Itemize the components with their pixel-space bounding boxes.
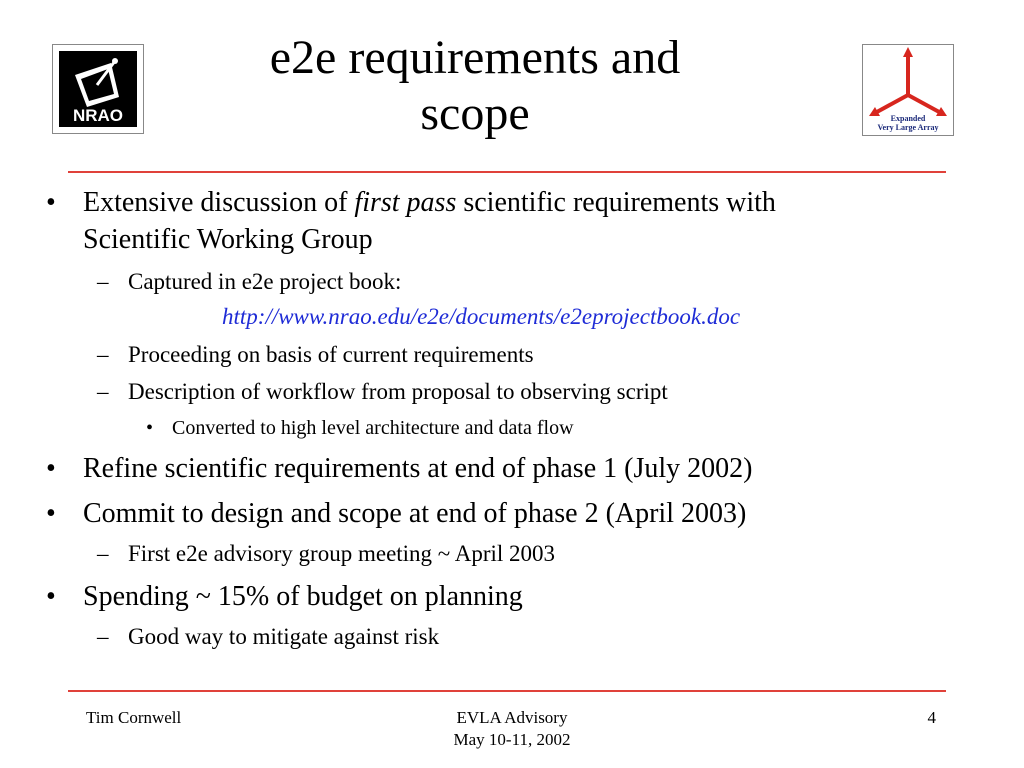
bullet-3: Commit to design and scope at end of phase 2 (April 2003)	[83, 498, 747, 529]
bullet-3-sub-1: First e2e advisory group meeting ~ April 2003	[128, 541, 556, 566]
footer-event	[380, 707, 644, 751]
bullet-1-line2: Scientific Working Group	[83, 224, 373, 255]
nrao-logo	[52, 44, 144, 134]
footer-event-name: EVLA Advisory	[456, 708, 568, 727]
bullet-2: Refine scientific requirements at end of phase 1 (July 2002)	[83, 453, 753, 484]
bullet-marker: •	[46, 187, 56, 218]
bullet-4-sub-1: Good way to mitigate against risk	[128, 624, 440, 649]
bullet-1-line1	[83, 186, 776, 220]
bullet-1-text-pre: Extensive discussion of	[83, 187, 355, 218]
bullet-1-sub-2: Proceeding on basis of current requirements	[128, 342, 534, 367]
project-book-link[interactable]: http://www.nrao.edu/e2e/documents/e2eprojectbook.doc	[222, 304, 741, 329]
bullet-1-sub-3: Description of workflow from proposal to observing script	[128, 379, 668, 404]
slide-title-line2: scope	[420, 87, 530, 140]
title-divider	[68, 171, 946, 173]
dash-marker: –	[97, 342, 109, 367]
svg-text:NRAO: NRAO	[72, 106, 124, 125]
bullet-1-emphasis: first pass	[354, 187, 457, 218]
dash-marker: –	[97, 624, 109, 649]
footer-event-date: May 10-11, 2002	[453, 730, 571, 749]
bullet-1-sub-1: Captured in e2e project book:	[128, 269, 402, 294]
evla-logo-line2: Very Large Array	[877, 123, 939, 132]
slide-title-line1: e2e requirements and	[269, 31, 681, 84]
bullet-marker: •	[46, 581, 56, 612]
bullet-marker: •	[46, 453, 56, 484]
dash-marker: –	[97, 269, 109, 294]
dash-marker: –	[97, 541, 109, 566]
bullet-4: Spending ~ 15% of budget on planning	[83, 581, 523, 612]
evla-logo-line1: Expanded	[890, 114, 926, 123]
footer-divider	[68, 690, 946, 692]
footer-author: Tim Cornwell	[86, 708, 182, 727]
bullet-marker: •	[46, 498, 56, 529]
sub-bullet-marker: •	[146, 417, 154, 439]
slide-title	[190, 30, 760, 142]
bullet-1-text-post: scientific requirements with	[456, 187, 776, 218]
page-number: 4	[927, 708, 936, 727]
dash-marker: –	[97, 379, 109, 404]
evla-logo	[862, 44, 954, 136]
bullet-1-sub-3-detail: Converted to high level architecture and data flow	[172, 417, 574, 439]
